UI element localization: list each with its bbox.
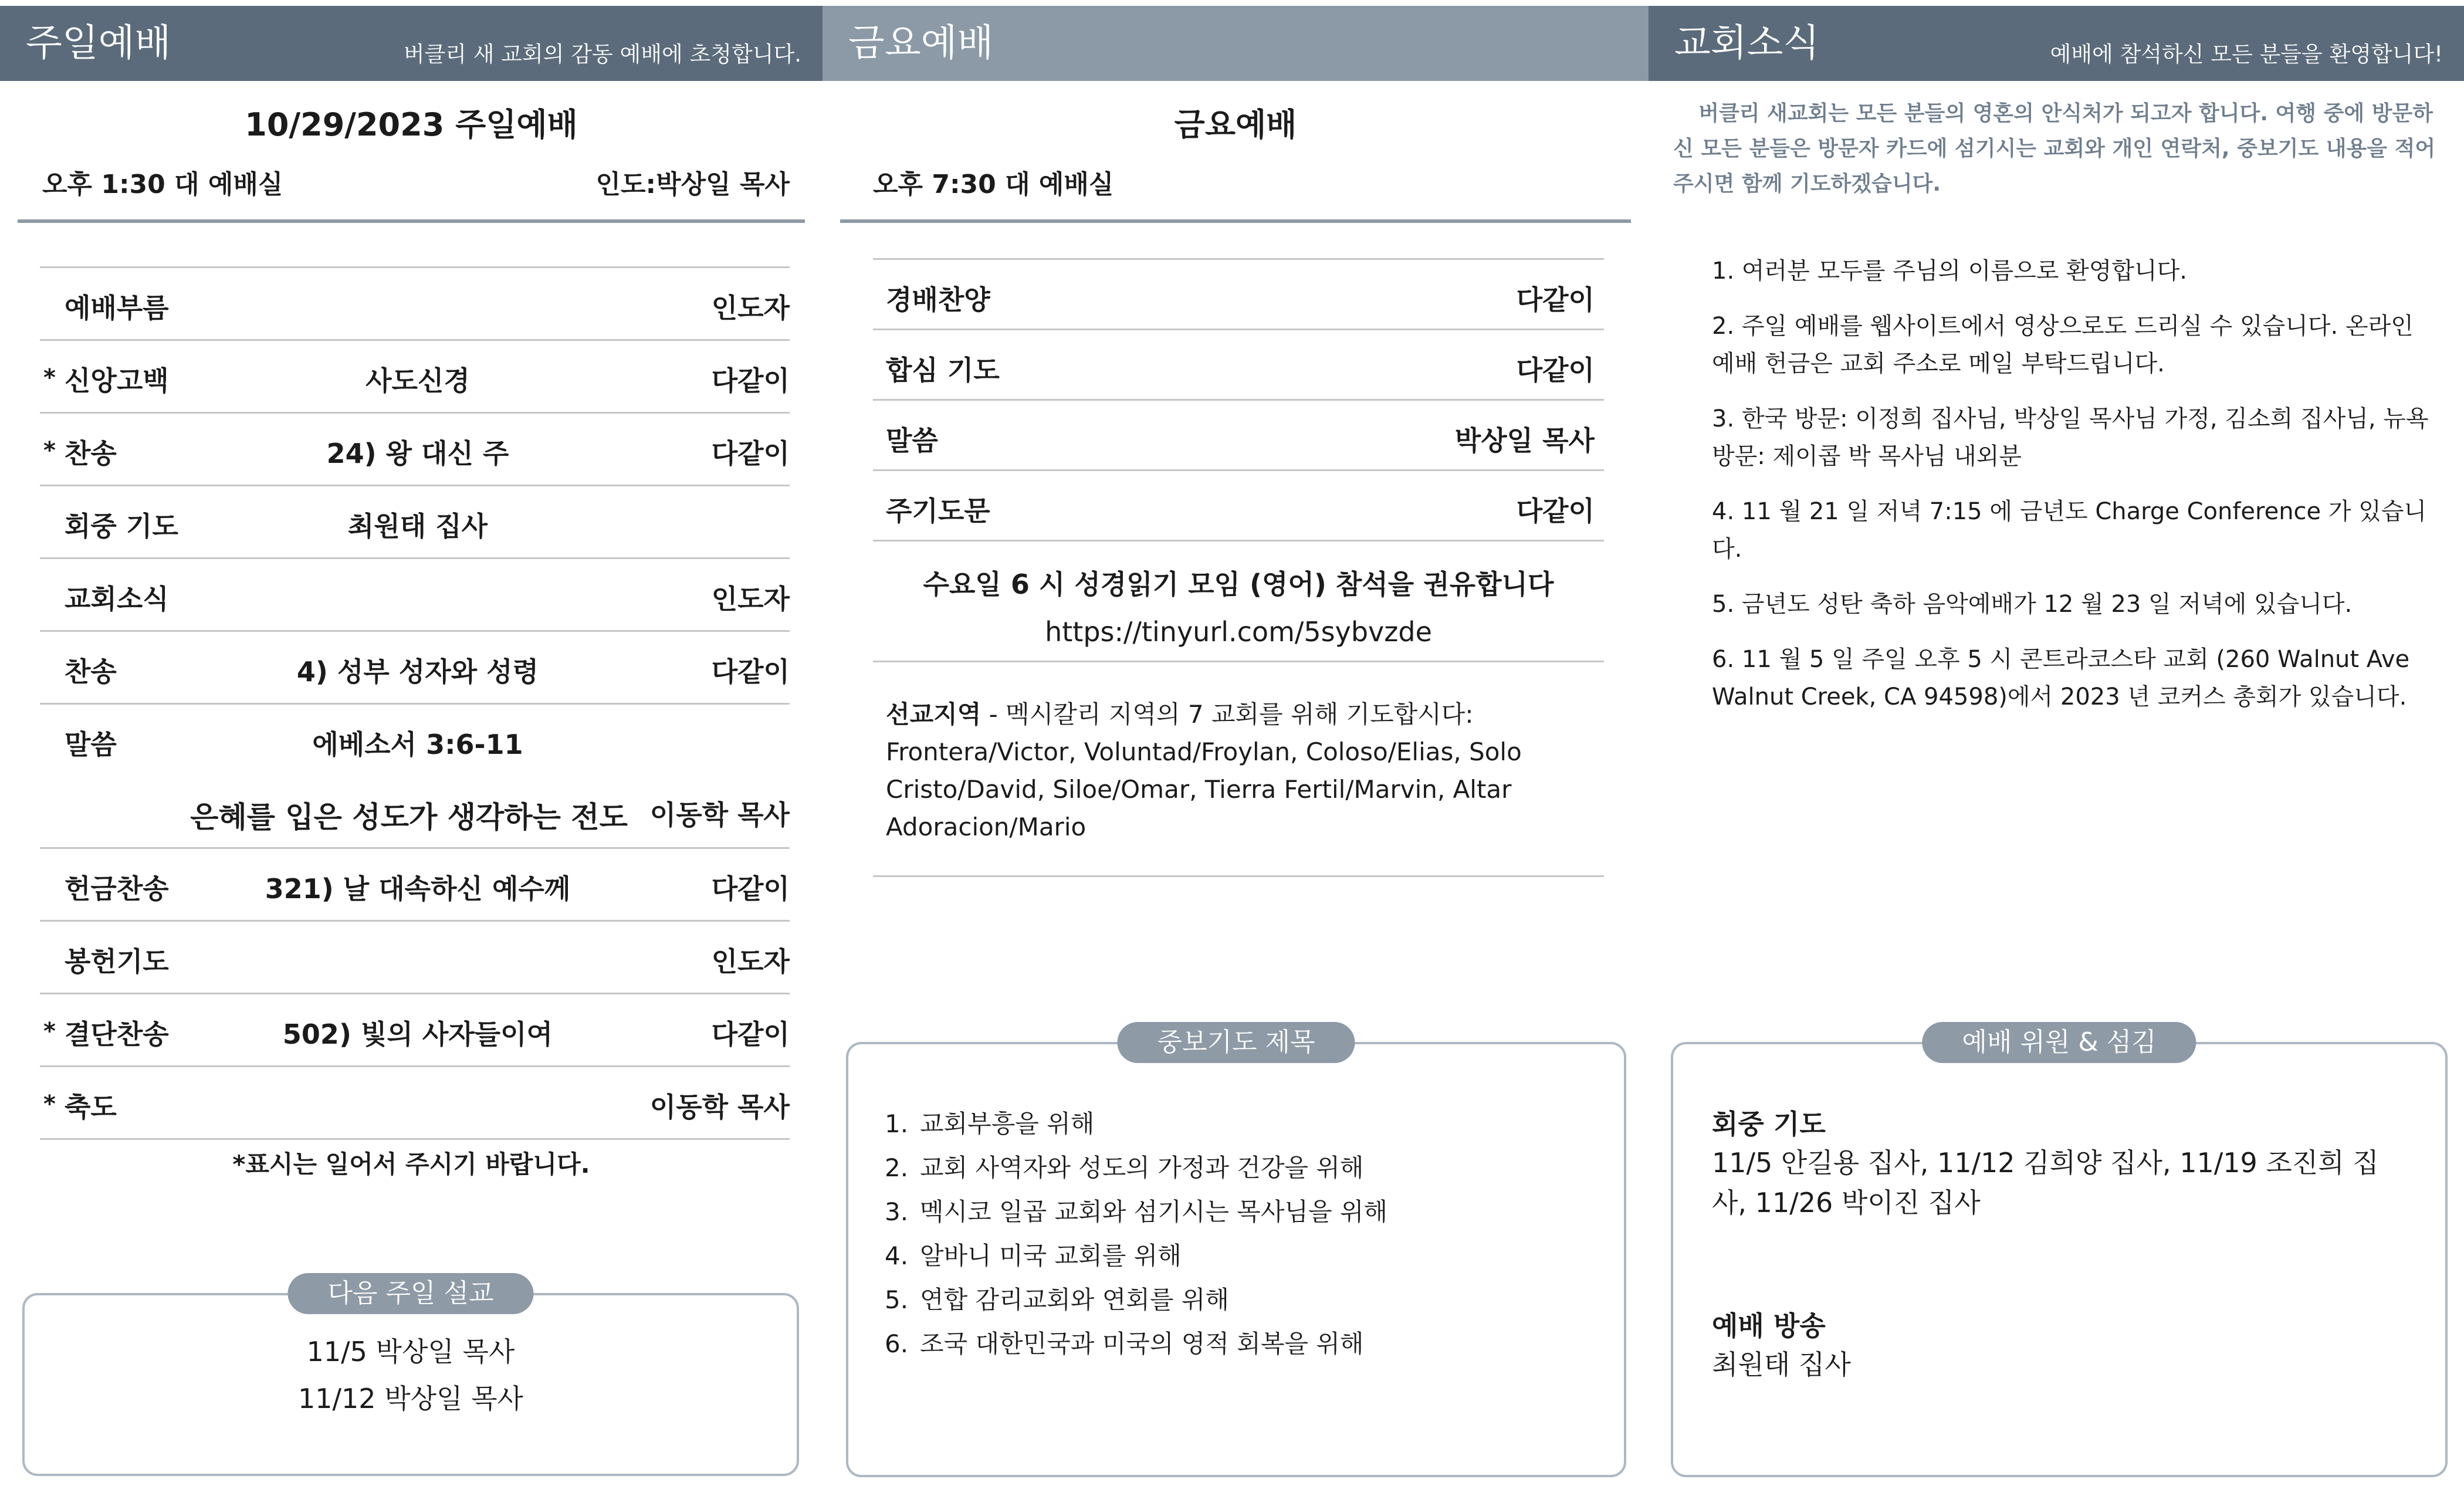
- list-item: 5. 금년도 성탄 축하 음악예배가 12 월 23 일 저녁에 있습니다.: [1712, 591, 2353, 618]
- friday-panel: [823, 0, 1649, 1496]
- mission-label: 선교지역: [886, 700, 981, 729]
- list-item: 5. 연합 감리교회와 연회를 위해: [885, 1285, 1229, 1314]
- order-row: 주기도문 다같이: [873, 469, 1604, 541]
- mission-text: [886, 696, 1584, 846]
- order-row: 봉헌기도 인도자: [40, 920, 790, 993]
- mission-body: - 멕시칼리 지역의 7 교회를 위해 기도합시다: Frontera/Victor, Voluntad/Froylan, Coloso/Elias, Solo Cristo/David, Siloe/Omar, Tierra Fertil/Marvin, Altar Adoracion/Mario: [886, 700, 1522, 841]
- prayer-list: [885, 1102, 1387, 1366]
- sunday-panel: [0, 0, 823, 1496]
- list-item: 6. 조국 대한민국과 미국의 영적 회복을 위해: [885, 1329, 1364, 1358]
- order-row: 경배찬양 다같이: [873, 258, 1604, 329]
- welcome-intro: 버클리 새교회는 모든 분들의 영혼의 안식처가 되고자 합니다. 여행 중에 방문하신 모든 분들은 방문자 카드에 섬기시는 교회와 개인 연락처, 중보기도 내용을 적어 주시면 함께 기도하겠습니다.: [1673, 101, 2436, 196]
- standing-note: *표시는 일어서 주시기 바랍니다.: [232, 1150, 590, 1179]
- wednesday-notice: [873, 563, 1604, 648]
- congregation-prayer-heading: 회중 기도: [1712, 1108, 1826, 1140]
- friday-header: [823, 6, 1649, 81]
- congregation-prayer-schedule: 11/5 안길용 집사, 11/12 김희양 집사, 11/19 조진희 집사, 11/26 박이진 집사: [1712, 1147, 2379, 1219]
- broadcast-heading: 예배 방송: [1712, 1310, 1826, 1342]
- order-row: 합심 기도 다같이: [873, 329, 1604, 399]
- news-header: [1649, 6, 2464, 81]
- divider: [873, 661, 1604, 662]
- news-panel: [1649, 0, 2464, 1496]
- sunday-title: 주일예배: [26, 22, 171, 65]
- sermon-title: 은혜를 입은 성도가 생각하는 전도: [190, 800, 628, 834]
- prayer-box: [846, 1027, 1626, 1477]
- sunday-time-place: 오후 1:30 대 예배실: [42, 170, 283, 199]
- list-item: 3. 멕시코 일곱 교회와 섬기시는 목사님을 위해: [885, 1197, 1388, 1226]
- staff-box: [1671, 1027, 2448, 1477]
- divider: [873, 875, 1604, 877]
- friday-divider: [840, 219, 1631, 223]
- sunday-order-list: [40, 266, 790, 1140]
- friday-title: 금요예배: [848, 22, 994, 65]
- list-item: 3. 한국 방문: 이정희 집사님, 박상일 목사님 가정, 김소희 집사님, 뉴욕 방문: 제이콥 박 목사님 내외분: [1712, 405, 2429, 470]
- order-row: 헌금찬송 321) 날 대속하신 예수께 다같이: [40, 847, 790, 920]
- broadcast-person: 최원태 집사: [1712, 1349, 1851, 1380]
- news-title: 교회소식: [1674, 22, 1820, 65]
- order-row: 말씀 박상일 목사: [873, 399, 1604, 469]
- order-row: * 신앙고백 사도신경 다같이: [40, 339, 790, 412]
- prayer-badge: 중보기도 제목: [1117, 1022, 1355, 1063]
- list-item: 1. 여러분 모두를 주님의 이름으로 환영합니다.: [1712, 258, 2187, 285]
- sunday-leader: 인도:박상일 목사: [595, 170, 790, 199]
- next-sermon-badge: 다음 주일 설교: [288, 1273, 534, 1314]
- order-row: * 찬송 24) 왕 대신 주 다같이: [40, 412, 790, 485]
- sunday-subtitle: 버클리 새 교회의 감동 예배에 초청합니다.: [403, 42, 801, 67]
- news-list: [1712, 252, 2441, 733]
- next-sermon-line: 11/5 박상일 목사: [306, 1336, 515, 1368]
- order-row: 예배부름 인도자: [40, 266, 790, 339]
- order-row: 회중 기도 최원태 집사: [40, 485, 790, 557]
- list-item: 2. 교회 사역자와 성도의 가정과 건강을 위해: [885, 1153, 1364, 1182]
- wednesday-title: 수요일 6 시 성경읽기 모임 (영어) 참석을 권유합니다: [923, 568, 1554, 600]
- friday-date-title: 금요예배: [1174, 106, 1297, 143]
- next-sermon-line: 11/12 박상일 목사: [298, 1383, 523, 1414]
- sunday-divider: [18, 219, 805, 223]
- next-sermon-box: [22, 1278, 799, 1476]
- order-row: 말씀 에베소서 3:6-11 은혜를 입은 성도가 생각하는 전도 이동학 목사: [40, 703, 790, 847]
- order-row: * 결단찬송 502) 빛의 사자들이여 다같이: [40, 993, 790, 1065]
- friday-order-list: [873, 258, 1604, 541]
- list-item: 4. 알바니 미국 교회를 위해: [885, 1241, 1182, 1270]
- news-subtitle: 예배에 참석하신 모든 분들을 환영합니다!: [2050, 42, 2443, 67]
- order-row: 교회소식 인도자: [40, 557, 790, 630]
- list-item: 4. 11 월 21 일 저녁 7:15 에 금년도 Charge Conference 가 있습니다.: [1712, 498, 2427, 563]
- sunday-date-title: 10/29/2023 주일예배: [245, 106, 578, 143]
- order-row: * 축도 이동학 목사: [40, 1065, 790, 1140]
- list-item: 6. 11 월 5 일 주일 오후 5 시 콘트라코스타 교회 (260 Walnut Ave Walnut Creek, CA 94598)에서 2023 년 코커스 총회가 있습니다.: [1712, 646, 2410, 710]
- sunday-header: [0, 6, 823, 81]
- list-item: 2. 주일 예배를 웹사이트에서 영상으로도 드리실 수 있습니다. 온라인 예배 헌금은 교회 주소로 메일 부탁드립니다.: [1712, 313, 2414, 377]
- wednesday-link[interactable]: https://tinyurl.com/5sybvzde: [1045, 616, 1432, 648]
- list-item: 1. 교회부흥을 위해: [885, 1109, 1095, 1138]
- friday-time-place: 오후 7:30 대 예배실: [873, 170, 1114, 199]
- staff-badge: 예배 위원 & 섬김: [1922, 1022, 2196, 1063]
- order-row: 찬송 4) 성부 성자와 성령 다같이: [40, 630, 790, 703]
